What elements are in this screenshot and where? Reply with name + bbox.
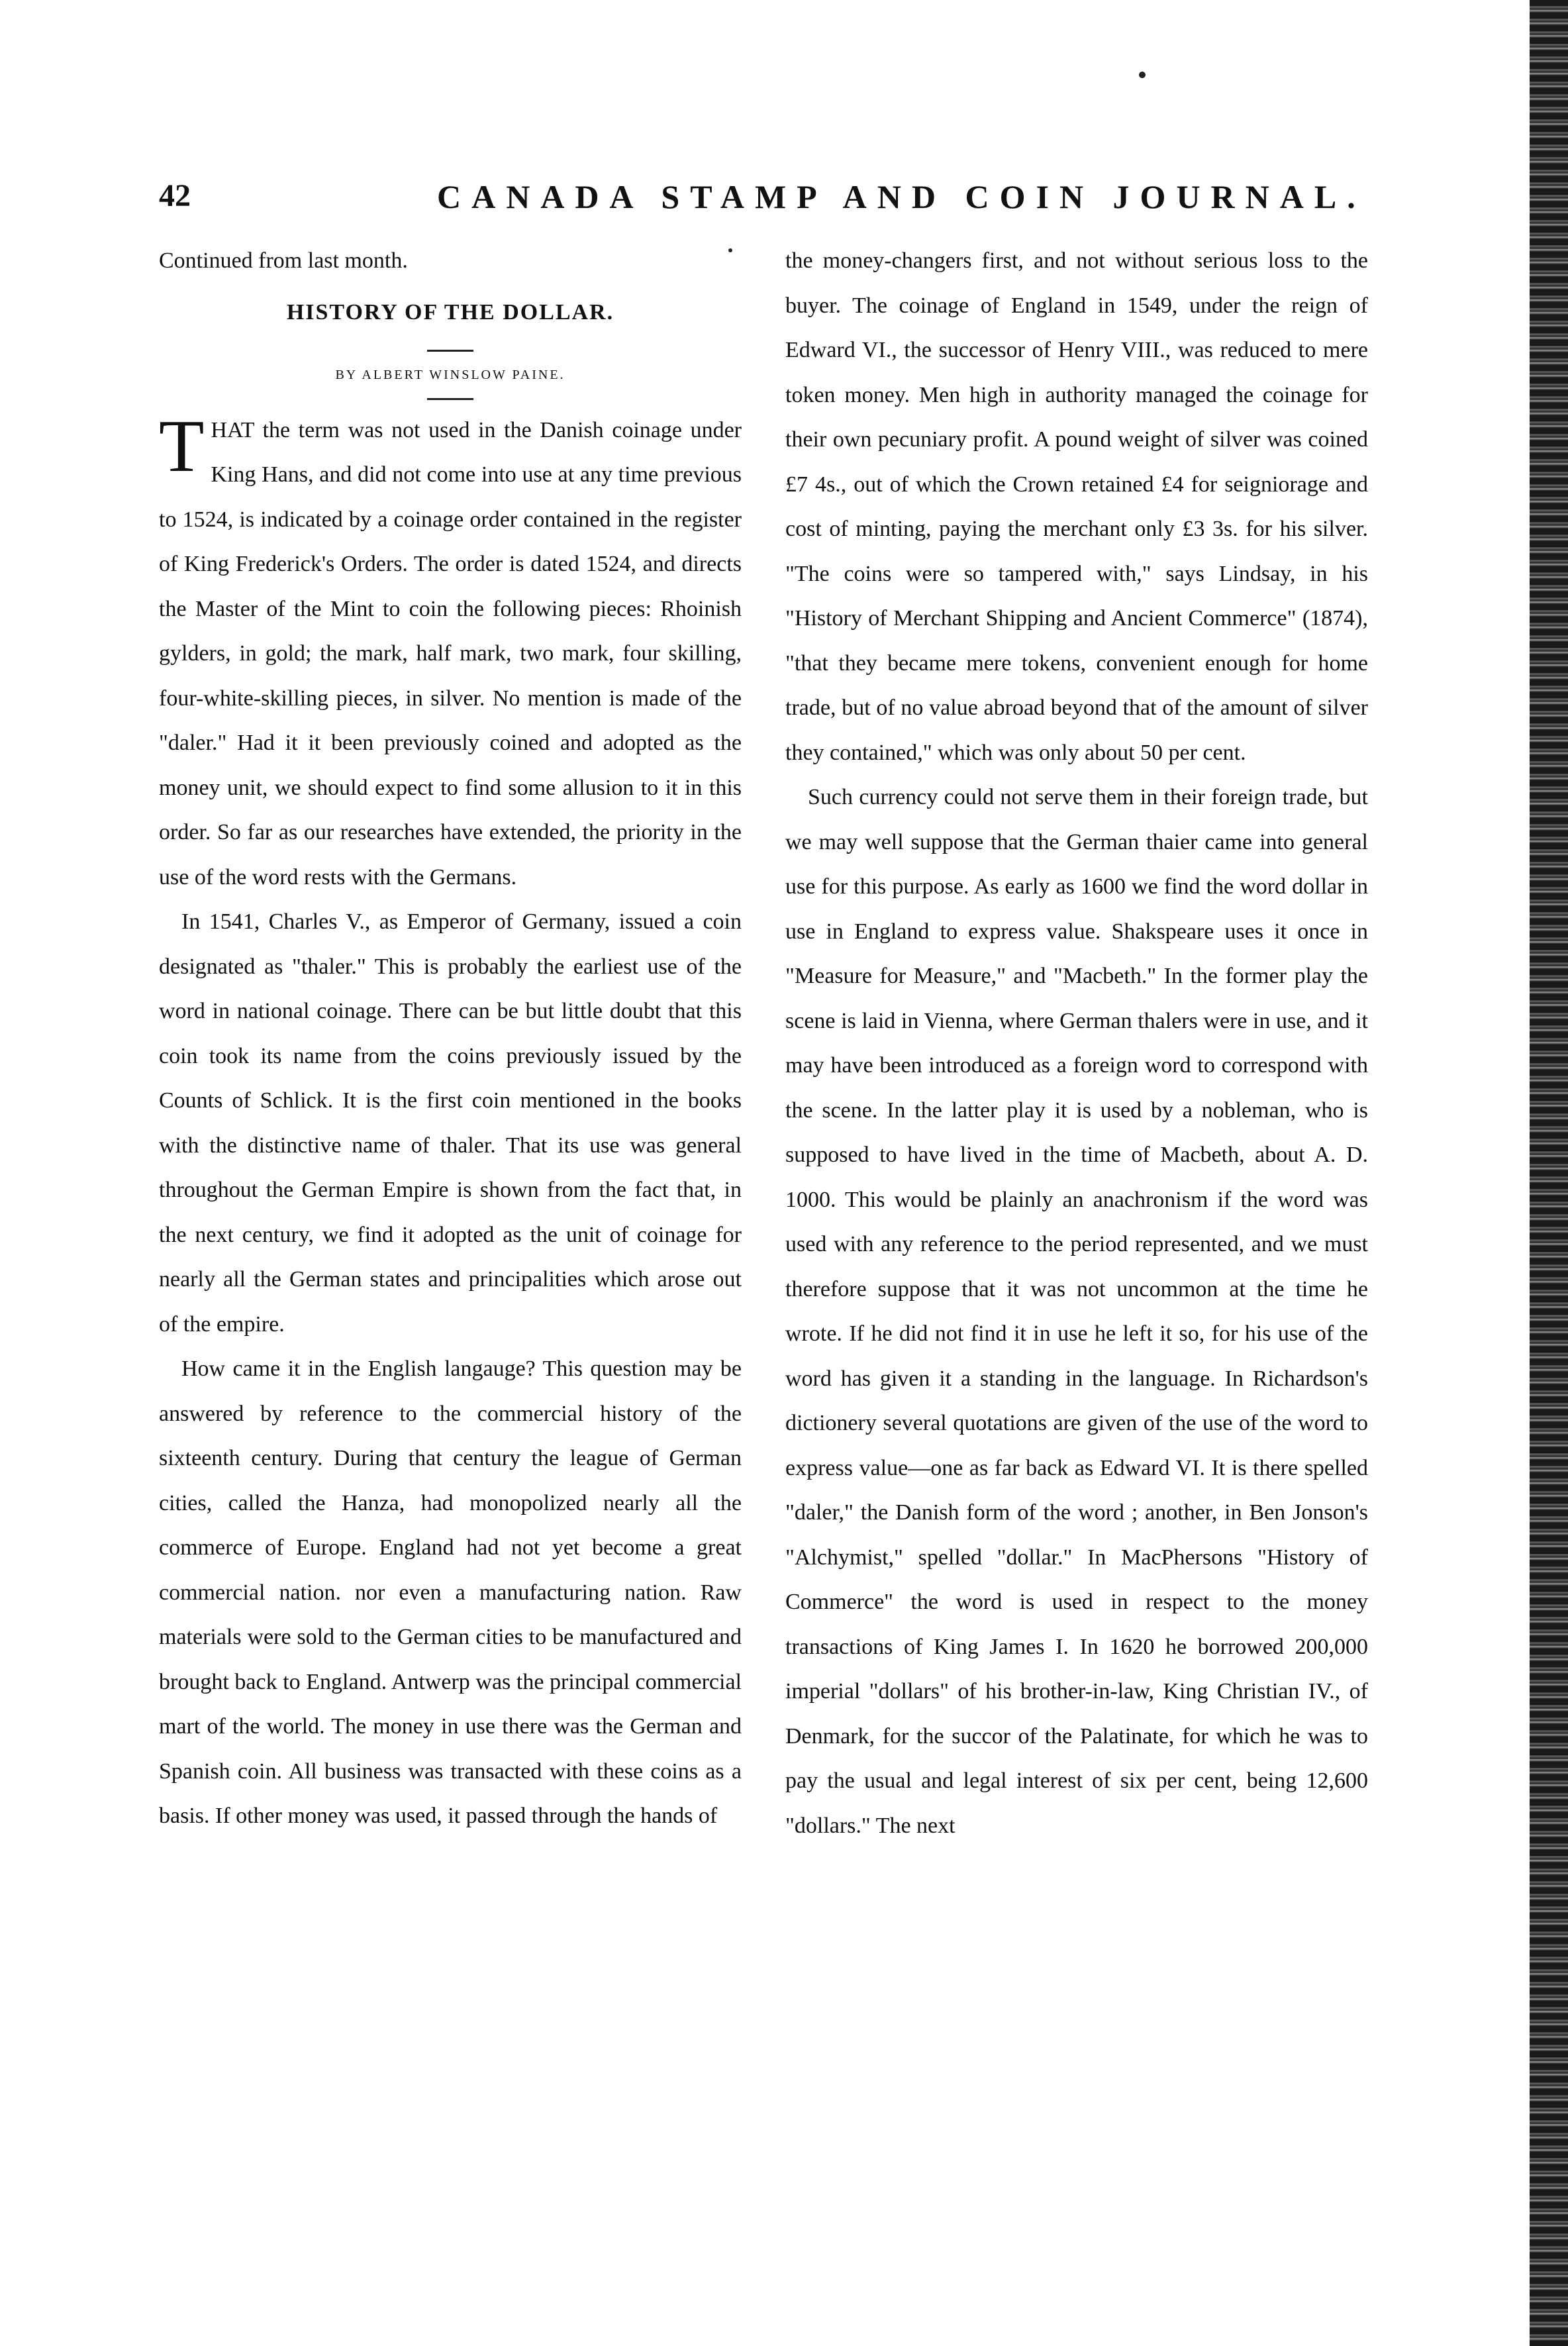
paragraph bbox=[159, 405, 742, 900]
page-header bbox=[159, 178, 1397, 224]
continued-note: Continued from last month. bbox=[159, 248, 408, 273]
scanned-page-edge bbox=[1530, 0, 1568, 2346]
paragraph: the money-changers first, and not without serious loss to the buyer. The coinage of England in 1549, under the reign of Edward VI., the successor of Henry VIII., was reduced to mere token money. Men high in authority managed the coinage for their own pecuniary profit. A pound weight of silver was coined £7 4s., out of which the Crown retained £4 for seigniorage and cost of minting, paying the merchant only £3 3s. for his silver. "The coins were so tampered with," says Lindsay, in his "History of Merchant Shipping and Ancient Commerce" (1874), "that they became mere tokens, convenient enough for home trade, but of no value abroad beyond that of the amount of silver they contained," which was only about 50 per cent. bbox=[785, 248, 1368, 765]
paragraph: Such currency could not serve them in their foreign trade, but we may well suppose that the German thaier came into general use for this purpose. As early as 1600 we find the word dollar in use in England to express value. Shakspeare uses it once in "Measure for Measure," and "Macbeth." In the former play the scene is laid in Vienna, where German thalers were in use, and it may have been introduced as a foreign word to correspond with the scene. In the latter play it is used by a nobleman, who is supposed to have lived in the time of Macbeth, about A. D. 1000. This would be plainly an anachronism if the word was used with any reference to the period represented, and we must therefore suppose that it was not uncommon at the time he wrote. If he did not find it in use he left it so, for his use of the word has given it a standing in the language. In Richardson's dictionery several quotations are given of the use of the word to express value—one as far back as Edward VI. It is there spelled "daler," the Danish form of the word ; another, in Ben Jonson's "Alchymist," spelled "dollar." In MacPhersons "History of Commerce" the word is used in respect to the money transactions of King James I. In 1620 he borrowed 200,000 imperial "dollars" of his brother-in-law, King Christian IV., of Denmark, for the succor of the Palatinate, for which he was to pay the usual and legal interest of six per cent, being 12,600 "dollars." The next bbox=[785, 785, 1368, 1838]
byline-rule bbox=[427, 398, 473, 400]
running-head: CANADA STAMP AND COIN JOURNAL. bbox=[437, 178, 1366, 215]
drop-cap: T bbox=[159, 405, 205, 487]
paragraph: In 1541, Charles V., as Emperor of Germany, issued a coin designated as "thaler." This is probably the earliest use of the word in national coinage. There can be but little doubt that this coin took its name from the coins previously issued by the Counts of Schlick. It is the first coin mentioned in the books with the distinctive name of thaler. That its use was general throughout the German Empire is shown from the fact that, in the next century, we find it adopted as the unit of coinage for nearly all the German states and principalities which arose out of the empire. bbox=[159, 909, 742, 1337]
right-column bbox=[785, 238, 1368, 1848]
paragraph: How came it in the English langauge? This question may be answered by reference to the commercial history of the sixteenth century. During that century the league of German cities, called the Hanza, had monopolized nearly all the commerce of Europe. England had not yet become a great commercial nation. nor even a manufacturing nation. Raw materials were sold to the German cities to be manufactured and brought back to England. Antwerp was the principal commercial mart of the world. The money in use there was the German and Spanish coin. All business was transacted with these coins as a basis. If other money was used, it passed through the hands of bbox=[159, 1356, 742, 1828]
left-column bbox=[159, 238, 742, 1839]
article-byline: BY ALBERT WINSLOW PAINE. bbox=[335, 367, 565, 382]
article-title: HISTORY OF THE DOLLAR. bbox=[286, 299, 614, 325]
ink-speck bbox=[1139, 72, 1146, 78]
paragraph-text: HAT the term was not used in the Danish coinage under King Hans, and did not come into use at any time previous to 1524, is indicated by a coinage order contained in the register of King Frederick's Orders. The order is dated 1524, and directs the Master of the Mint to coin the following pieces: Rhoinish gylders, in gold; the mark, half mark, two mark, four skilling, four-white-skilling pieces, in silver. No mention is made of the "daler." Had it it been previously coined and adopted as the money unit, we should expect to find some allusion to it in this order. So far as our researches have extended, the priority in the use of the word rests with the Germans. bbox=[159, 417, 742, 890]
title-rule bbox=[427, 350, 473, 352]
page-number: 42 bbox=[159, 178, 191, 213]
